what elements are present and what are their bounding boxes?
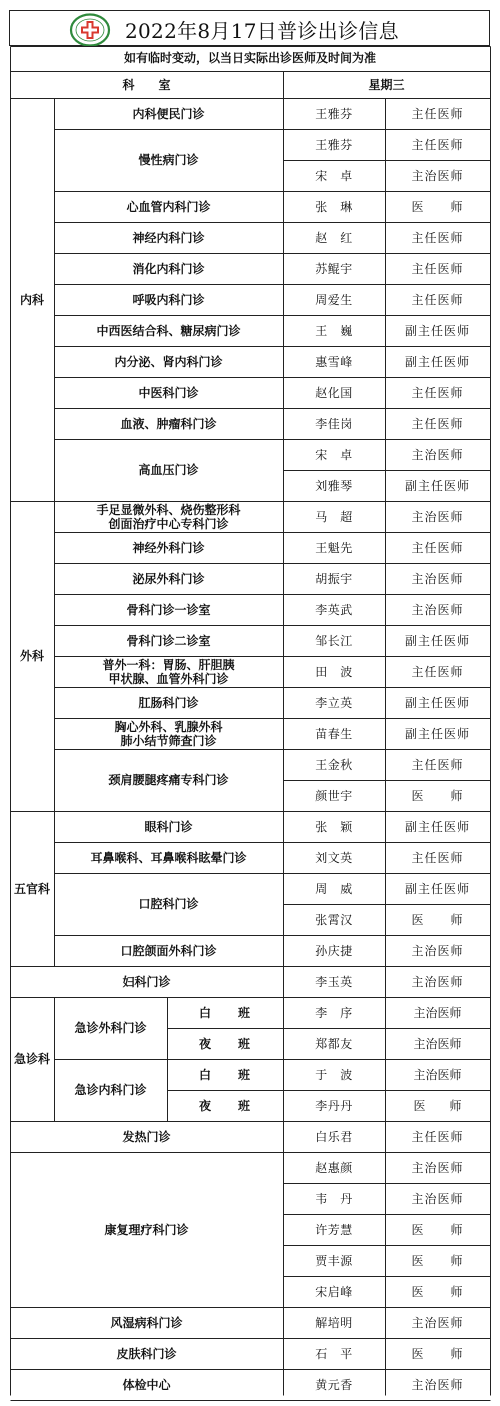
clinic-name: 急诊外科门诊: [74, 1021, 147, 1035]
column-header-weekday: 星期三: [368, 77, 405, 92]
doctor-name: 张 琳: [315, 199, 353, 214]
clinic-name: 口腔科门诊: [138, 897, 199, 911]
clinic-name: 耳鼻喉科、耳鼻喉科眩晕门诊: [90, 850, 247, 865]
clinic-name: 发热门诊: [122, 1129, 171, 1144]
clinic-name: 神经内科门诊: [132, 230, 205, 245]
clinic-name: 普外一科：胃肠、肝胆胰 甲状腺、血管外科门诊: [102, 657, 235, 686]
clinic-name: 高血压门诊: [138, 463, 199, 477]
doctor-name: 李立英: [315, 695, 353, 710]
clinic-name: 心血管内科门诊: [126, 199, 211, 214]
clinic-name: 肛肠科门诊: [138, 695, 199, 710]
doctor-title: 医 师: [413, 1098, 462, 1113]
doctor-title: 副主任医师: [404, 726, 470, 741]
doctor-title: 主任医师: [411, 850, 464, 865]
doctor-title: 主任医师: [411, 261, 464, 276]
doctor-name: 许芳慧: [315, 1222, 353, 1237]
doctor-name: 赵惠颜: [315, 1160, 353, 1175]
doctor-name: 张霄汉: [315, 912, 353, 927]
doctor-name: 宋 卓: [315, 447, 353, 462]
doctor-title: 副主任医师: [404, 478, 470, 493]
doctor-title: 主任医师: [411, 757, 464, 772]
clinic-name: 内分泌、肾内科门诊: [114, 354, 223, 369]
notice-text: 如有临时变动，以当日实际出诊医师及时间为准: [123, 51, 376, 65]
doctor-name: 宋启峰: [315, 1284, 353, 1299]
clinic-name: 眼科门诊: [144, 819, 193, 834]
doctor-title: 主任医师: [411, 416, 464, 431]
doctor-title: 主任医师: [411, 1129, 464, 1144]
doctor-title: 副主任医师: [404, 881, 470, 896]
page-title: 2022年8月17日普诊出诊信息: [125, 19, 399, 43]
doctor-name: 周 威: [315, 881, 353, 896]
shift-label: 白 班: [198, 1067, 251, 1082]
doctor-name: 郑都友: [315, 1036, 353, 1051]
clinic-name: 呼吸内科门诊: [132, 292, 205, 307]
department-name: 内科: [19, 292, 44, 307]
doctor-title: 医 师: [411, 1253, 464, 1268]
clinic-name: 风湿病科门诊: [110, 1315, 183, 1330]
doctor-name: 赵 红: [315, 230, 353, 245]
clinic-name: 神经外科门诊: [132, 540, 205, 555]
department-name: 急诊科: [13, 1052, 50, 1066]
doctor-name: 李丹丹: [315, 1098, 353, 1113]
doctor-title: 医 师: [411, 199, 464, 214]
doctor-name: 李佳岗: [315, 416, 353, 431]
clinic-name: 皮肤科门诊: [116, 1346, 177, 1361]
doctor-name: 王雅芬: [315, 106, 353, 121]
doctor-title: 主治医师: [411, 943, 464, 958]
clinic-name: 骨科门诊一诊室: [126, 602, 211, 617]
doctor-title: 主任医师: [411, 106, 464, 121]
doctor-name: 张 颖: [315, 819, 353, 834]
doctor-title: 主任医师: [411, 385, 464, 400]
doctor-name: 贾丰源: [315, 1253, 353, 1268]
doctor-title: 主治医师: [411, 602, 464, 617]
clinic-name: 口腔颌面外科门诊: [120, 943, 217, 958]
doctor-title: 医 师: [411, 788, 464, 803]
clinic-name: 中医科门诊: [138, 385, 199, 400]
clinic-name: 康复理疗科门诊: [104, 1222, 189, 1237]
doctor-title: 医 师: [411, 1346, 464, 1361]
doctor-name: 王金秋: [315, 757, 353, 772]
doctor-title: 主任医师: [411, 664, 464, 679]
doctor-name: 黄元香: [315, 1377, 353, 1392]
clinic-name: 胸心外科、乳腺外科 肺小结节筛查门诊: [114, 719, 223, 748]
doctor-title: 副主任医师: [404, 323, 470, 338]
column-header-department: 科 室: [122, 77, 171, 92]
department-name: 五官科: [13, 881, 50, 896]
doctor-title: 主治医师: [413, 1005, 462, 1020]
doctor-title: 主任医师: [411, 292, 464, 307]
doctor-title: 主任医师: [411, 540, 464, 555]
clinic-name: 体检中心: [122, 1377, 171, 1392]
department-name: 外科: [19, 649, 44, 663]
doctor-title: 医 师: [411, 912, 464, 927]
doctor-title: 主治医师: [411, 1191, 464, 1206]
doctor-name: 王魁先: [315, 540, 353, 555]
doctor-name: 颜世宇: [315, 788, 353, 803]
doctor-title: 主治医师: [411, 168, 464, 183]
doctor-name: 刘雅琴: [315, 478, 353, 493]
doctor-name: 惠雪峰: [315, 354, 353, 369]
clinic-name: 骨科门诊二诊室: [126, 633, 211, 648]
doctor-name: 王 巍: [315, 323, 353, 338]
doctor-name: 苗春生: [315, 726, 353, 741]
shift-label: 夜 班: [198, 1098, 251, 1113]
clinic-name: 消化内科门诊: [132, 261, 205, 276]
doctor-name: 周爱生: [315, 292, 353, 307]
doctor-name: 苏鲲宇: [315, 261, 353, 276]
doctor-name: 王雅芬: [315, 137, 353, 152]
clinic-name: 慢性病门诊: [138, 153, 199, 167]
doctor-name: 赵化国: [315, 385, 353, 400]
clinic-name: 内科便民门诊: [132, 106, 205, 121]
doctor-title: 主任医师: [411, 230, 464, 245]
doctor-name: 田 波: [315, 664, 353, 679]
doctor-name: 李玉英: [315, 974, 353, 989]
shift-label: 白 班: [198, 1005, 251, 1020]
clinic-name: 妇科门诊: [122, 974, 171, 989]
clinic-name: 中西医结合科、糖尿病门诊: [96, 323, 241, 338]
doctor-title: 副主任医师: [404, 633, 470, 648]
clinic-name: 手足显微外科、烧伤整形科 创面治疗中心专科门诊: [96, 502, 241, 531]
doctor-title: 主治医师: [413, 1067, 462, 1082]
doctor-name: 马 超: [315, 509, 353, 524]
doctor-title: 主治医师: [411, 1315, 464, 1330]
doctor-name: 于 波: [315, 1067, 353, 1082]
clinic-name: 颈肩腰腿疼痛专科门诊: [108, 773, 229, 787]
doctor-title: 主任医师: [411, 137, 464, 152]
doctor-name: 刘文英: [315, 850, 353, 865]
doctor-name: 白乐君: [315, 1129, 353, 1144]
doctor-name: 李英武: [315, 602, 353, 617]
doctor-title: 主治医师: [411, 571, 464, 586]
doctor-name: 宋 卓: [315, 168, 353, 183]
doctor-title: 主治医师: [413, 1036, 462, 1051]
clinic-name: 泌尿外科门诊: [132, 571, 205, 586]
doctor-title: 主治医师: [411, 1160, 464, 1175]
doctor-title: 主治医师: [411, 1377, 464, 1392]
doctor-title: 副主任医师: [404, 695, 470, 710]
doctor-name: 胡振宇: [315, 571, 353, 586]
doctor-name: 邹长江: [315, 633, 353, 648]
doctor-title: 主治医师: [411, 509, 464, 524]
doctor-title: 副主任医师: [404, 354, 470, 369]
doctor-title: 副主任医师: [404, 819, 470, 834]
doctor-name: 李 序: [315, 1005, 353, 1020]
doctor-name: 孙庆捷: [315, 943, 353, 958]
clinic-name: 血液、肿瘤科门诊: [120, 416, 217, 431]
doctor-title: 主治医师: [411, 974, 464, 989]
doctor-name: 韦 丹: [315, 1191, 353, 1206]
doctor-title: 主治医师: [411, 447, 464, 462]
doctor-title: 医 师: [411, 1284, 464, 1299]
shift-label: 夜 班: [198, 1036, 251, 1051]
doctor-name: 解培明: [315, 1315, 353, 1330]
doctor-title: 医 师: [411, 1222, 464, 1237]
doctor-name: 石 平: [315, 1346, 353, 1361]
clinic-name: 急诊内科门诊: [74, 1083, 147, 1097]
